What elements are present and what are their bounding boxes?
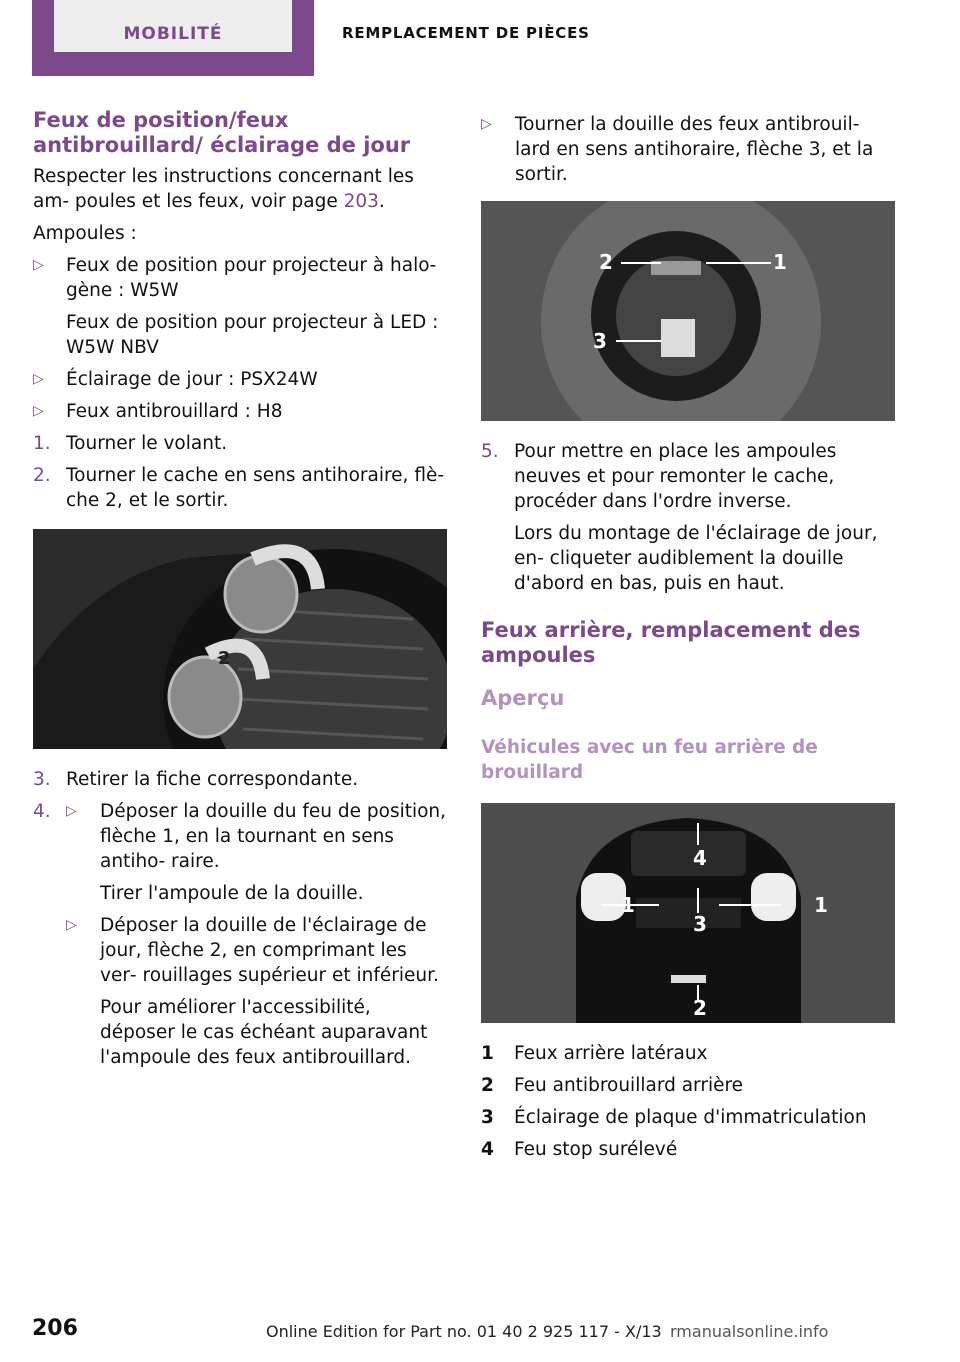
wheel-arch-figure [33, 529, 447, 749]
triangle-bullet-icon: ▷ [33, 257, 44, 273]
step-item: 1. Tourner le volant. [33, 433, 228, 454]
step-item: 5. Pour mettre en place les ampoules neuves et pour remonter le cache, procéder dans l'ordre inverse. Lors du montage de l'éclairage de jour, en‐ cliqueter audiblement la douille d'abord en bas, puis en haut. [481, 441, 878, 594]
socket-label: 3 [593, 329, 607, 353]
step-item: 2. Tourner le cache en sens antihoraire, flè‐ che 2, et le sortir. [33, 465, 445, 511]
step-number: 2. [33, 465, 51, 486]
section-heading: Feux arrière, remplacement des ampoules [481, 618, 861, 667]
car-label: 2 [693, 996, 707, 1020]
car-label: 1 [814, 893, 828, 917]
page-link[interactable]: 203 [343, 191, 379, 212]
left-column [33, 108, 447, 1077]
sub-step: ▷ Tourner la douille des feux antibrouil‐ lard en sens antihoraire, flèche 3, et la sortir. [481, 114, 874, 185]
step-item: 3. Retirer la fiche correspondante. [33, 769, 359, 790]
list-item: ▷ Feux de position pour projecteur à halo‐ gène : W5W Feux de position pour projecteur à LED : W5W NBV [33, 255, 439, 358]
chapter-tab [32, 0, 314, 76]
list-item: ▷ Éclairage de jour : PSX24W [33, 369, 318, 390]
step-number: 5. [481, 441, 499, 462]
step-number: 4. [33, 801, 51, 822]
socket-figure [481, 201, 895, 421]
legend-item: 3 Éclairage de plaque d'immatriculation [481, 1107, 867, 1128]
triangle-bullet-icon: ▷ [481, 116, 492, 132]
section-title: REMPLACEMENT DE PIÈCES [342, 24, 590, 42]
car-label: 4 [693, 846, 707, 870]
arrow-label: 2 [218, 648, 231, 669]
car-rear-figure [481, 803, 895, 1023]
subsubsection-heading: Véhicules avec un feu arrière de brouillard [481, 737, 818, 783]
subsection-heading: Aperçu [481, 686, 565, 710]
sub-step: ▷ Déposer la douille du feu de position, flèche 1, en la tournant en sens antiho‐ raire. Tirer l'ampoule de la douille. [66, 801, 447, 904]
legend-item: 1 Feux arrière latéraux [481, 1043, 708, 1064]
edition-info: Online Edition for Part no. 01 40 2 925 117 - X/13 [266, 1322, 662, 1341]
section-heading: Feux de position/feux antibrouillard/ éclairage de jour [33, 108, 411, 157]
legend-item: 4 Feu stop surélevé [481, 1139, 678, 1160]
step-number: 1. [33, 433, 51, 454]
page-number: 206 [32, 1316, 78, 1341]
step-item [33, 799, 447, 1070]
legend-item: 2 Feu antibrouillard arrière [481, 1075, 744, 1096]
sub-step: ▷ Déposer la douille de l'éclairage de jour, flèche 2, en comprimant les ver‐ rouillages supérieur et inférieur. Pour améliorer l'accessibilité, déposer le cas échéant auparavant l'ampoule des feux antibrouillard. [66, 915, 439, 1068]
triangle-bullet-icon: ▷ [66, 803, 77, 819]
step-number: 3. [33, 769, 51, 790]
figure-legend [481, 1041, 895, 1162]
list-item: ▷ Feux antibrouillard : H8 [33, 401, 283, 422]
chapter-tab-label: MOBILITÉ [54, 0, 292, 52]
triangle-bullet-icon: ▷ [33, 403, 44, 419]
bulbs-label: Ampoules : [33, 223, 137, 244]
socket-label: 2 [599, 250, 613, 274]
right-column [481, 108, 895, 1169]
socket-label: 1 [773, 250, 787, 274]
triangle-bullet-icon: ▷ [33, 371, 44, 387]
car-label: 1 [621, 893, 635, 917]
triangle-bullet-icon: ▷ [66, 917, 77, 933]
intro-text: Respecter les instructions concernant les am‐ poules et les feux, voir page 203. [33, 166, 414, 212]
car-label: 3 [693, 912, 707, 936]
watermark: rmanualsonline.info [670, 1322, 829, 1341]
